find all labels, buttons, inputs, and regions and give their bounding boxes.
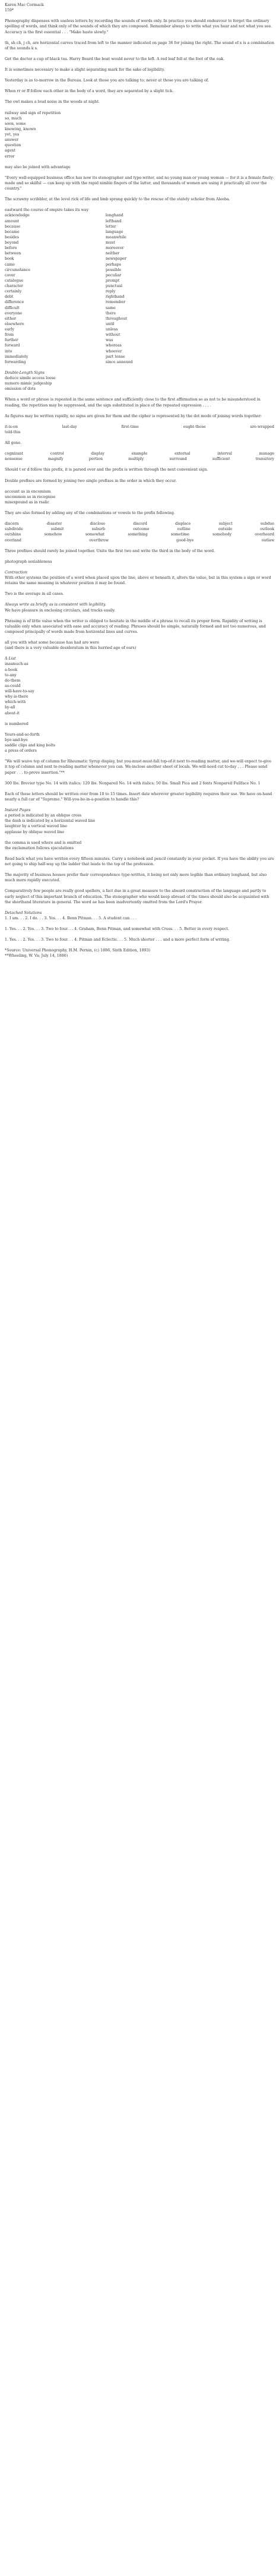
column-word: difficult (5, 305, 20, 310)
detached-title: Detached Solutions (5, 910, 42, 915)
list-item: omission of dots (5, 387, 36, 392)
row-word: suburb (91, 527, 106, 532)
list-item: applause by oblique waved line (5, 830, 65, 834)
row-word: overthrow (89, 538, 109, 543)
list-item: as-could (5, 683, 21, 688)
instant-list (5, 813, 274, 835)
row-word: nonsense (5, 457, 23, 462)
row-word: good-bye (176, 538, 194, 543)
column-word: immediately (5, 354, 28, 359)
column-word: whoever (106, 349, 122, 354)
row-word: discord (133, 522, 147, 526)
railway-line: railway and sign of repetition (5, 111, 61, 115)
list-item: Yours-and-so-forth (5, 732, 40, 737)
row-word: outlaw (261, 538, 274, 543)
list-item: why-is-there (5, 695, 28, 699)
formed-paragraph: They are also formed by adding any of the combinations or vowels to the prefix following. (5, 511, 175, 515)
phrase-paragraph: When a word or phrase is repeated in the same sentence and sufficiently close to the first affirmation so as not to be misunderstood in reading, the repetition may be suppressed, and the sign substituted in place of the repeated expression . . . . (5, 398, 261, 408)
all-gone-line: All gone. (5, 441, 22, 445)
row-word: control (50, 452, 64, 456)
column-word: character (5, 284, 23, 288)
row-word: somehow (44, 532, 62, 537)
column-word: acknowledge (5, 213, 30, 218)
majority-paragraph: The majority of business houses prefer their correspondence type-written, it being not only more legible than ordinary longhand, but also much more rapidly executed. (5, 873, 267, 883)
list-item: to-any (5, 673, 17, 677)
double-prefix-paragraph: Double prefixes are formed by joining two single prefixes in the order in which they occur. (5, 478, 177, 483)
word-row (5, 532, 274, 537)
column-word: forward (5, 343, 20, 348)
row-word: first-time (121, 424, 139, 429)
column-word: difference (5, 300, 24, 305)
column-word: elsewhere (5, 321, 24, 326)
list-item: the exclamation follows ejaculations (5, 846, 74, 850)
row-word: external (175, 452, 191, 456)
column-word: until (106, 321, 115, 326)
always-line: Always write as briefly as is consistent with legibility. (5, 603, 106, 607)
row-word: cognizant (5, 452, 24, 456)
row-word: last-day (62, 424, 77, 429)
column-word: became (5, 229, 20, 234)
column-word: must (106, 241, 115, 245)
list-item: error (5, 154, 15, 159)
column-word: certainly (5, 289, 22, 294)
intro-paragraph: Phonography dispenses with useless letters by recording the sounds of words only. In practice you should endeavour to forget the ordinary spelling of words, and think only of the sounds of which they are composed. Remember always to write what you hear and not what you see. Accuracy is the first essential . . . "Make haste slowly." (5, 19, 272, 34)
column-word: circumstance (5, 267, 30, 272)
word-row (5, 526, 274, 532)
row-word: outshine (5, 532, 21, 537)
list-item: misexpound as in rsalic (5, 500, 50, 505)
column-word: part tense (106, 354, 125, 359)
column-word: because (5, 224, 21, 229)
two-column-word-list (5, 213, 274, 365)
column-word: besides (5, 235, 19, 239)
column-word: righthand (106, 295, 125, 299)
phrase-row-1 (5, 424, 274, 435)
row-word: disclose (90, 522, 106, 526)
doctor-paragraph: Get the doctor a cup of black tea. Harry Beard the boat would never to the left. A red leaf fell at the foot of the oak. (5, 56, 225, 61)
all-you-line: all you with what some because has had are were (5, 641, 99, 645)
row-word: outline (177, 527, 191, 532)
word-row (5, 430, 274, 435)
page-number: 159* (5, 8, 14, 13)
column-word: peculiar (106, 273, 122, 278)
list-item: yet, yes (5, 133, 20, 137)
column-word: catalogue (5, 278, 24, 283)
two-average-line: Two is the average in all cases. (5, 592, 64, 597)
list-item: bye-and-bye (5, 737, 28, 742)
row-word: surround (169, 457, 187, 462)
list-item: saddle clips and king bolts (5, 743, 55, 748)
list-item: the comma is used where and is omitted (5, 840, 82, 845)
pica-paragraph: 300 lbs. Brevier type No. 14 with italics; 120 lbs. Nonpareil No. 14 with italics; 50 lbs. Small Pica and 2 fonts Nonpareil Fullface No. 1 (5, 781, 261, 786)
row-word: it-is-on (5, 424, 18, 429)
word-list-1 (5, 116, 274, 159)
yesterday-paragraph: Yesterday is as to-morrow in the Bureau. Look at those you are talking to; never at those you are talking of. (5, 78, 209, 83)
phrasing-paragraph: Phrasing is of little value when the writer is obliged to hesitate in the middle of a phrase to recall its proper form. Rapidity of writing is valuable only when associated with ease and accuracy of reading. Phrases should be simple, naturally formed and not too numerous, and composed principally of words made from horizontal lines and curves. (5, 619, 266, 634)
list-item: account as in encomium (5, 489, 51, 494)
contraction-paragraph: With other systems the position of a word when placed upon the line, above or beneath it, alters the value, but in this system a sign or word retains the same meaning in whatever position it may be found. (5, 576, 271, 586)
list-item: will-have-to-say (5, 689, 34, 693)
a-list (5, 661, 274, 715)
list-item: laughter by a vertical waved line (5, 824, 67, 829)
row-word: display (91, 452, 104, 456)
column-word: letter (106, 224, 116, 229)
word-grid-2 (5, 451, 274, 462)
read-back-paragraph: Read back what you have written every fifteen minutes. Carry a notebook and pencil constantly in your pocket. If you have the ability you are not going to ship half-way up the ladder that leads to the top of the profession. (5, 856, 274, 866)
account-list (5, 489, 274, 505)
column-word: throughout (106, 316, 127, 321)
column-word: book (5, 257, 14, 261)
list-item: a press of orders (5, 749, 37, 753)
column-word: longhand (106, 213, 123, 218)
when-paragraph: When rr or ff follow each other in the body of a word, they are separated by a slight tick. (5, 89, 174, 94)
column-word: from (5, 333, 14, 338)
detached-paragraph-2: 1. Yes. . . 2. Yes. . . 3. Two to four. . . 4. Graham, Benn Pitman, and somewhat with Cross. . . 5. Better in every respect. (5, 927, 229, 931)
owl-paragraph: The owl makes a loud noise in the woods at night. (5, 100, 100, 105)
column-word: before (5, 246, 17, 251)
th-paragraph: th, sh ch, j ch, are horizontal curves traced from left to the manner indicated on page 36 for joining the right. The sound of x is a combination of the sounds k s. (5, 40, 274, 51)
footnote-1: *Source: Universal Phonography, H.M. Pernin, (c) 1886, Sixth Edition, 1893) (5, 948, 151, 953)
column-word: came (5, 262, 15, 267)
column-word: there (106, 311, 116, 316)
column-word: beyond (5, 241, 19, 245)
list-item: question (5, 143, 21, 148)
column-word: lefthand (106, 219, 122, 223)
column-word: amount (5, 219, 20, 223)
row-word: outcome (133, 527, 150, 532)
author-name: Karen Mac Cormack (5, 3, 44, 7)
pleasure-line: We have pleasure in enclosing circulars, and tracks easily. (5, 608, 116, 613)
column-word: punctual (106, 284, 123, 288)
word-grid-3 (5, 521, 274, 543)
list-item: do-them (5, 678, 21, 683)
row-word: sufficient (212, 457, 230, 462)
row-word: are-wrapped (250, 424, 274, 429)
column-word: neither (106, 251, 120, 256)
column-word: forwarding (5, 360, 26, 364)
column-word: early (5, 327, 15, 332)
column-word: whereas (106, 343, 122, 348)
column-word: language (106, 229, 123, 234)
word-row (5, 424, 274, 430)
row-word: discern (5, 522, 19, 526)
row-word: something (128, 532, 148, 537)
column-word: prompt (106, 278, 120, 283)
row-word: overheard (255, 532, 274, 537)
row-word: transitory (255, 457, 274, 462)
column-word: perhaps (106, 262, 121, 267)
row-word: interval (217, 452, 232, 456)
row-word: subdue (260, 522, 274, 526)
separating-paragraph: It is sometimes necessary to make a slight separating mark for the sake of legibility. (5, 68, 165, 72)
photograph-line: photograph sexiableness (5, 559, 52, 564)
list-item: uncommon as in recognise (5, 494, 56, 499)
row-word: outlook (260, 527, 274, 532)
contraction-title: Contraction (5, 570, 27, 575)
list-item: knowing, known (5, 127, 36, 131)
word-row (5, 451, 274, 456)
we-will-paragraph: "We will waive top of column for Rheumatic Syrup display, but you-must-must-fall top-of-it next to-reading matter, and we-will expect to-give it top of column and next to-reading matter whenever you can. We-inclose another sheet of locals. We-will-need cut to-day . . . Please send paper . . . to-prove insertion."** (5, 759, 271, 775)
column-word: moreover (106, 246, 124, 251)
row-word: disaster (46, 522, 62, 526)
row-word: magnify (47, 457, 64, 462)
should-paragraph: Should t or d follow this prefix, it is parsed over and the prefix is written through the next convenient sign. (5, 468, 208, 472)
row-word: told-this (5, 430, 21, 434)
column-word: reply (106, 289, 116, 294)
column-word: into (5, 349, 12, 354)
footnotes (5, 948, 274, 958)
scrawny-paragraph: The scrawny scribbler, at the level rick of life and limb sprang quickly to the rescue of the stately scholar from Aleeba. (5, 197, 230, 202)
row-word: somebody (212, 532, 232, 537)
figures-paragraph: As figures may be written rapidly, no signs are given for them and the cipher is represented by the dot mode of joining words together: (5, 414, 262, 418)
list-item: the dash is indicated by a horizontal waved line (5, 819, 96, 824)
list-item: inasmuch-as (5, 662, 28, 667)
double-length-title: Double-Length Signs (5, 370, 45, 375)
column-word: debt (5, 295, 14, 299)
list-item: a period is indicated by an oblique cross (5, 814, 82, 818)
list-item: numero mimic judgeship (5, 381, 52, 386)
list-item: by-all (5, 705, 15, 710)
instant-title: Instant Pages (5, 808, 31, 812)
yours-list (5, 732, 274, 754)
word-row (5, 538, 274, 543)
every-paragraph: "Every well-equipped business office has now its stenographer and type-writer, and no young man or young woman — for it is a female finely-made and so skilful — can keep up with the rapid nimble fingers of the latter, and thousands of women are using it practically all over the country." (5, 175, 274, 191)
column-word: since annexed (106, 360, 133, 364)
column-word: everyone (5, 311, 23, 316)
list-item: a-book (5, 667, 18, 672)
comma-list (5, 840, 274, 851)
may-also-line: may also be joined with advantage (5, 165, 71, 169)
row-word: subdivide (5, 527, 23, 532)
column-word: cover (5, 273, 15, 278)
list-item: about-it (5, 711, 20, 715)
row-word: multiply (128, 457, 144, 462)
three-prefix-paragraph: Three prefixes should rarely be joined together. Unite the first two and write the third in the body of the word. (5, 548, 215, 553)
row-word: manage (259, 452, 274, 456)
row-word: subject (218, 522, 233, 526)
footnote-2: **Wheeling, W. Va; July 14, 1886) (5, 954, 68, 958)
list-item: agent (5, 149, 16, 153)
column-word: newspaper (106, 257, 126, 261)
word-row (5, 521, 274, 526)
row-word: outside (218, 527, 233, 532)
is-numbered-line: is numbered (5, 721, 28, 726)
row-word: portion (88, 457, 103, 462)
row-word: sometime (170, 532, 189, 537)
column-word: further (5, 338, 18, 343)
list-item: soon, some (5, 121, 26, 126)
column-word: meanwhile (106, 235, 126, 239)
eastward-line: eastward the course of empire takes its way (5, 208, 89, 213)
row-word: overland (5, 538, 21, 543)
a-list-title: A List (5, 657, 16, 661)
row-word: displace (175, 522, 191, 526)
column-word: possible (106, 267, 122, 272)
list-item: deduce simile access loose (5, 376, 56, 380)
word-row (5, 456, 274, 462)
comparative-paragraph: Comparatively few people are really good spellers, a fact due in a great measure to the absurd construction of the language and partly to early neglect of this important branch of education. The stenographer who would keep abreast of the times should also be acquainted with the shorthand literature in general. The word ae has been inadvertently omitted from the Lord's Prayer. (5, 889, 270, 904)
list-item: which-with (5, 700, 26, 705)
and-there-line: (and there is a very valuable desideratum in this hurried age of ours) (5, 646, 137, 651)
row-word: somewhat (85, 532, 105, 537)
double-length-list (5, 376, 274, 392)
column-word: remember (106, 300, 126, 305)
detached-paragraph-1: 1. I am. . . 2. I do. . . 3. Yes. . . 4. Benn Pitman. . . 5. A student can . . . (5, 916, 137, 920)
column-word: without (106, 333, 121, 338)
row-word: example (131, 452, 148, 456)
column-word: same (106, 305, 116, 310)
column-word: either (5, 316, 17, 321)
list-item: answer (5, 138, 19, 143)
row-word: ought-those (183, 424, 206, 429)
column-word: between (5, 251, 21, 256)
detached-paragraph-3: 1. Yes. . . 2. Yes. . . 3. Two to four. . . 4. Pitman and Eclectic. . . 5. Much shorter . . . and a more perfect form of writing. (5, 938, 230, 942)
list-item: so, much (5, 116, 22, 121)
column-word: was (106, 338, 113, 343)
row-word: submit (50, 527, 64, 532)
column-word: unless (106, 327, 118, 332)
each-paragraph: Each of these letters should be written over from 10 to 15 times. Insert date wherever greater legibility requires their use. We have on-hand nearly a full car of "Supreme." Will-you-be-in-a-position to handle this? (5, 792, 272, 802)
